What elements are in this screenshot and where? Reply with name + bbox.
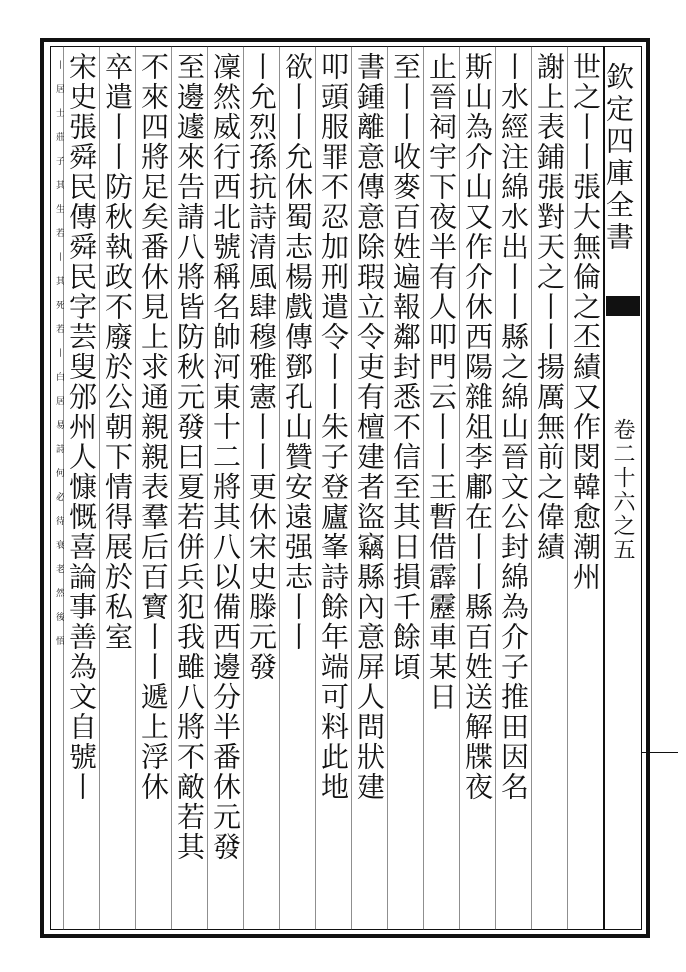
text-column: 至丨丨收麥百姓遍報鄰封悉不信至其日損千餘頃 bbox=[389, 52, 422, 682]
fishtail-mark bbox=[606, 296, 640, 316]
book-title: 欽定四庫全書 bbox=[602, 62, 635, 254]
text-column: 丨居士莊子其生若丨其死若丨白居易詩何必待衰老然後悟 bbox=[54, 60, 64, 660]
text-column: 凜然威行西北號稱名帥河東十二將其八以備西邊分半番休元發 bbox=[209, 52, 242, 862]
text-column: 世之丨丨張大無倫之丕績又作閔韓愈潮州 bbox=[569, 52, 602, 592]
text-column: 叩頭服罪不忍加刑遣令丨丨朱子登廬峯詩餘年端可料此地 bbox=[317, 52, 350, 802]
margin-tick bbox=[642, 752, 678, 753]
text-column: 謝上表鋪張對天之丨丨揚厲無前之偉績 bbox=[533, 52, 566, 562]
text-column: 丨允烈孫抗詩清風肆穆雅憲丨丨更休宋史滕元發 bbox=[245, 52, 278, 682]
text-column: 丨水經注綿水出丨丨縣之綿山晉文公封綿為介子推田因名 bbox=[497, 52, 530, 802]
text-column: 至邊遽來告請八將皆防秋元發曰夏若併兵犯我雖八將不敵若其 bbox=[173, 52, 206, 862]
text-column: 欲丨丨允休蜀志楊戲傳鄧孔山贊安遠强志丨丨 bbox=[281, 52, 314, 652]
text-column: 止晉祠宇下夜半有人叩門云丨丨王暫借霹靂車某日 bbox=[425, 52, 458, 712]
juan-label: 卷二十六之五 bbox=[610, 418, 635, 562]
text-column: 斯山為介山又作介休西陽雜俎李鄘在丨丨縣百姓送解牒夜 bbox=[461, 52, 494, 802]
text-column: 宋史張舜民傳舜民字芸叟邠州人慷慨喜論事善為文自號丨 bbox=[65, 52, 98, 802]
text-column: 卒遣丨丨防秋執政不廢於公朝下情得展於私室 bbox=[101, 52, 134, 652]
text-column: 書鍾離意傳意除瑕立令吏有檀建者盜竊縣內意屏人問狀建 bbox=[353, 52, 386, 802]
text-column: 不來四將足矣番休見上求通親親表羣后百寳丨丨遞上浮休 bbox=[137, 52, 170, 802]
